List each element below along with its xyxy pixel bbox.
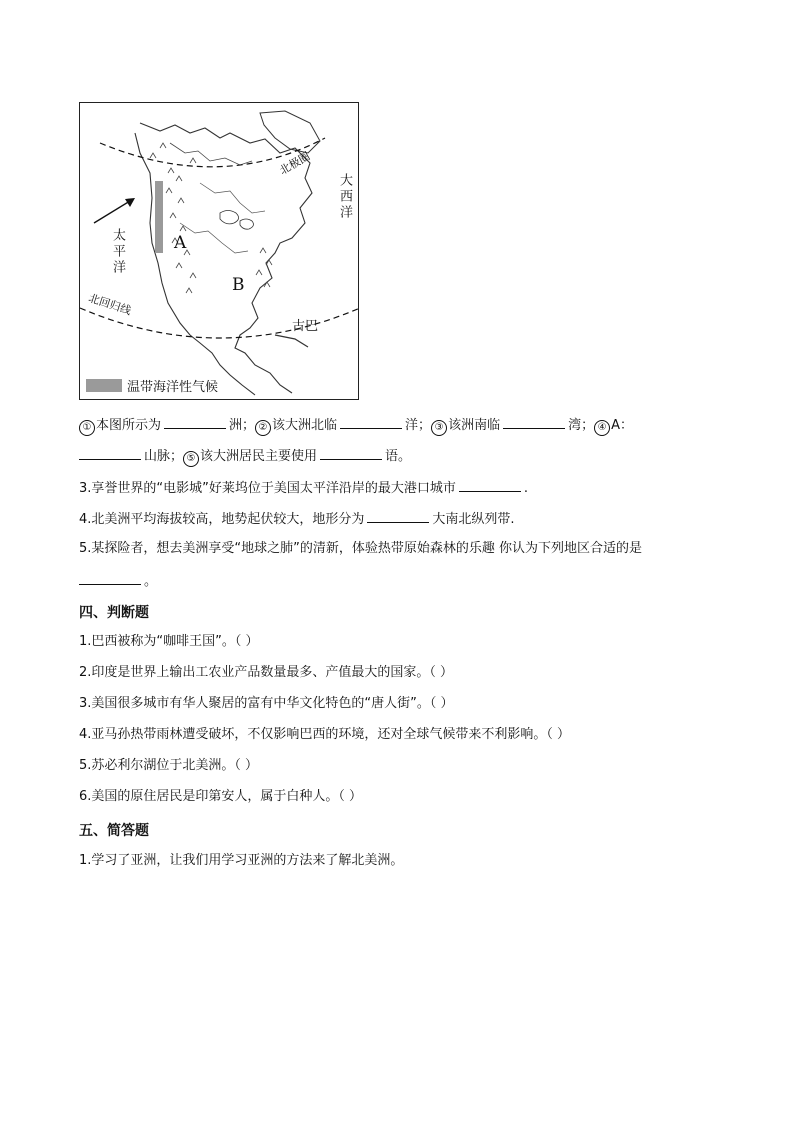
answer-blank[interactable] — [340, 415, 402, 429]
answer-blank[interactable] — [79, 571, 141, 585]
question-text: 4.北美洲平均海拔较高，地势起伏较大，地形分为 — [79, 512, 365, 527]
question-4 — [79, 509, 515, 529]
cuba-label: 古巴 — [292, 319, 319, 334]
judge-item-6: 6.美国的原住居民是印第安人，属于白种人。（ ） — [79, 789, 363, 804]
arctic-circle-label: 北极圈 — [277, 149, 313, 178]
answer-blank[interactable] — [320, 446, 382, 460]
answer-blank[interactable] — [367, 509, 429, 523]
legend-swatch — [86, 379, 122, 392]
circled-number-2: ② — [255, 420, 271, 436]
circled-number-1: ① — [79, 420, 95, 436]
judge-item-3: 3.美国很多城市有华人聚居的富有中华文化特色的“唐人街”。（ ） — [79, 696, 454, 711]
atlantic-label: 大西洋 — [337, 173, 352, 221]
answer-blank[interactable] — [459, 478, 521, 492]
legend-text: 温带海洋性气候 — [127, 379, 219, 395]
judge-item-5: 5.苏必利尔湖位于北美洲。（ ） — [79, 758, 259, 773]
judge-item-4: 4.亚马孙热带雨林遭受破坏，不仅影响巴西的环境，还对全球气候带来不利影响。（ ） — [79, 727, 571, 742]
question-text: . — [523, 481, 529, 496]
question-3 — [79, 478, 528, 498]
question-text: 3.享誉世界的“电影城”好莱坞位于美国太平洋沿岸的最大港口城市 — [79, 481, 456, 496]
circled-number-5: ⑤ — [183, 451, 199, 467]
map-legend — [86, 376, 222, 394]
tropic-label: 北回归线 — [86, 291, 133, 318]
fill-text: 山脉； — [144, 449, 184, 464]
answer-blank[interactable] — [503, 415, 565, 429]
fill-text: 语。 — [385, 449, 412, 464]
question-text: 。 — [144, 574, 158, 589]
fill-text: 湾； — [568, 418, 595, 433]
question-5 — [79, 540, 642, 558]
section-4-title: 四、判断题 — [79, 605, 149, 621]
fill-text: 该大洲居民主要使用 — [200, 449, 318, 464]
short-answer-item-1: 1.学习了亚洲，让我们用学习亚洲的方法来了解北美洲。 — [79, 853, 404, 868]
judge-item-1: 1.巴西被称为“咖啡王国”。（ ） — [79, 634, 259, 649]
section-5-title: 五、简答题 — [79, 823, 149, 839]
point-b-label: B — [232, 275, 245, 295]
fill-text: 该洲南临 — [448, 418, 501, 433]
judge-item-2: 2.印度是世界上输出工农业产品数量最多、产值最大的国家。（ ） — [79, 665, 454, 680]
answer-blank[interactable] — [79, 446, 141, 460]
pacific-label: 太平洋 — [110, 228, 125, 276]
answer-blank[interactable] — [164, 415, 226, 429]
fill-text: 本图所示为 — [96, 418, 162, 433]
fill-line-1 — [79, 415, 633, 436]
question-5-cont — [79, 571, 157, 591]
fill-text: 洲； — [229, 418, 256, 433]
north-america-map — [79, 102, 359, 400]
fill-text: A： — [611, 418, 633, 433]
question-text: 大南北纵列带. — [432, 512, 515, 527]
question-text: 5.某探险者，想去美洲享受“地球之肺”的清新，体验热带原始森林的乐趣 你认为下列地区合适的是 — [79, 541, 643, 556]
circled-number-3: ③ — [431, 420, 447, 436]
circled-number-4: ④ — [594, 420, 610, 436]
fill-text: 洋； — [405, 418, 432, 433]
fill-text: 该大洲北临 — [272, 418, 338, 433]
point-a-label: A — [174, 233, 187, 253]
fill-line-2 — [79, 446, 411, 467]
